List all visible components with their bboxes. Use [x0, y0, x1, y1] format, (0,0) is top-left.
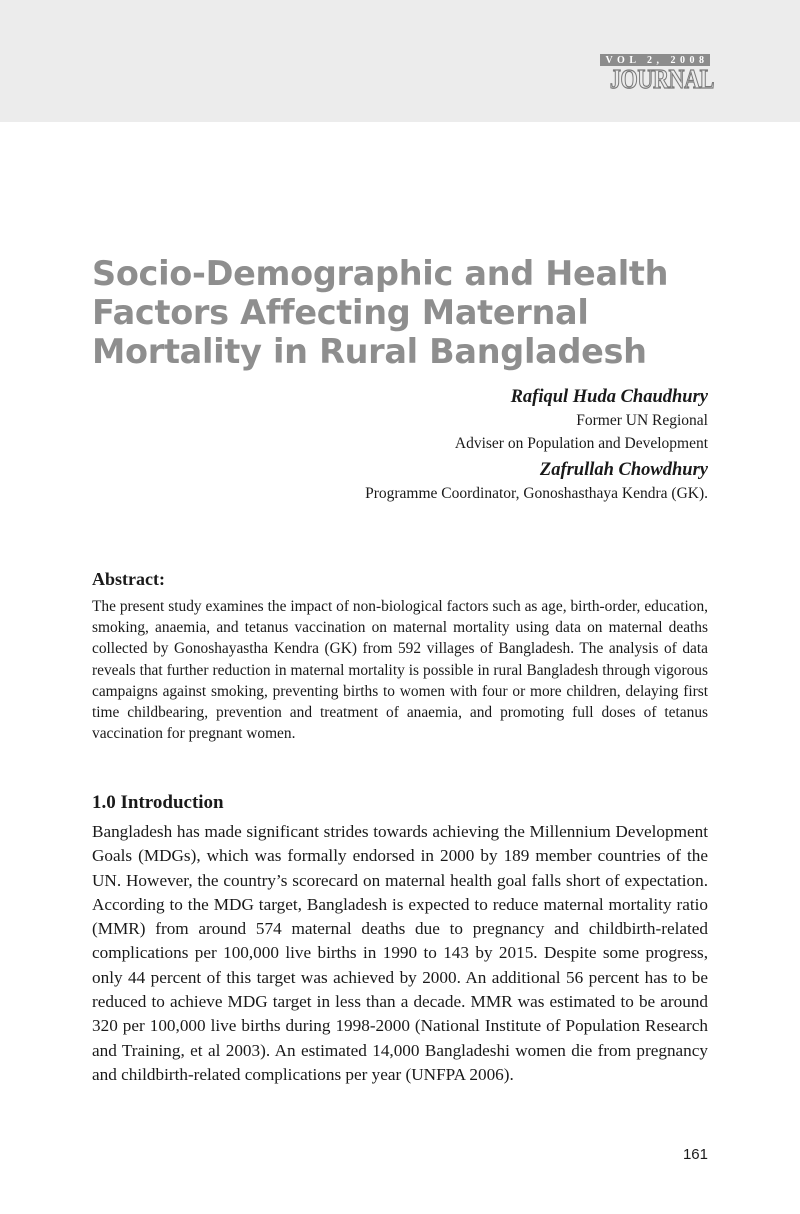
abstract-body: The present study examines the impact of non-biological factors such as age, birth-order, education, smoking, anaemia, and tetanus vaccination on maternal mortality using data on maternal deaths collected by Gonoshayastha Kendra (GK) from 592 villages of Bangladesh. The analysis of data reveals that further reduction in maternal mortality is possible in rural Bangladesh through vigorous campaigns against smoking, preventing births to women with four or more children, delaying first time childbearing, prevention and treatment of anaemia, and promoting full doses of tetanus vaccination for pregnant women.: [92, 598, 708, 743]
abstract-heading: Abstract:: [92, 569, 165, 589]
author-2-affiliation: Programme Coordinator, Gonoshasthaya Kendra (GK).: [365, 485, 708, 502]
article-title: Socio-Demographic and Health Factors Affecting Maternal Mortality in Rural Bangladesh: [92, 254, 669, 371]
journal-header-band: [0, 0, 800, 122]
introduction-body: Bangladesh has made significant strides towards achieving the Millennium Development Goals (MDGs), which was formally endorsed in 2000 by 189 member countries of the UN. However, the country’s scorecard on maternal health goal falls short of expectation. According to the MDG target, Bangladesh is expected to reduce maternal mortality ratio (MMR) from around 574 maternal deaths due to pregnancy and childbirth-related complications per 100,000 live births in 1990 to 143 by 2015. Despite some progress, only 44 percent of this target was achieved by 2000. An additional 56 percent has to be reduced to achieve MDG target in less than a decade. MMR was estimated to be around 320 per 100,000 live births during 1998-2000 (National Institute of Population Research and Training, et al 2003). An estimated 14,000 Bangladeshi women die from pregnancy and childbirth-related complications per year (UNFPA 2006).: [92, 822, 708, 1084]
author-1-affiliation-line-1: Former UN Regional: [576, 412, 708, 429]
page-number: 161: [682, 1146, 708, 1163]
author-block: [108, 385, 708, 505]
author-name-2: Zafrullah Chowdhury: [539, 460, 708, 480]
journal-logo: [600, 54, 715, 94]
author-name-1: Rafiqul Huda Chaudhury: [510, 387, 708, 407]
introduction-heading: 1.0 Introduction: [92, 792, 224, 813]
author-1-affiliation-line-2: Adviser on Population and Development: [454, 435, 708, 452]
journal-wordmark: JOURNAL: [609, 64, 715, 94]
journal-volume: VOL 2, 2008: [600, 54, 710, 66]
